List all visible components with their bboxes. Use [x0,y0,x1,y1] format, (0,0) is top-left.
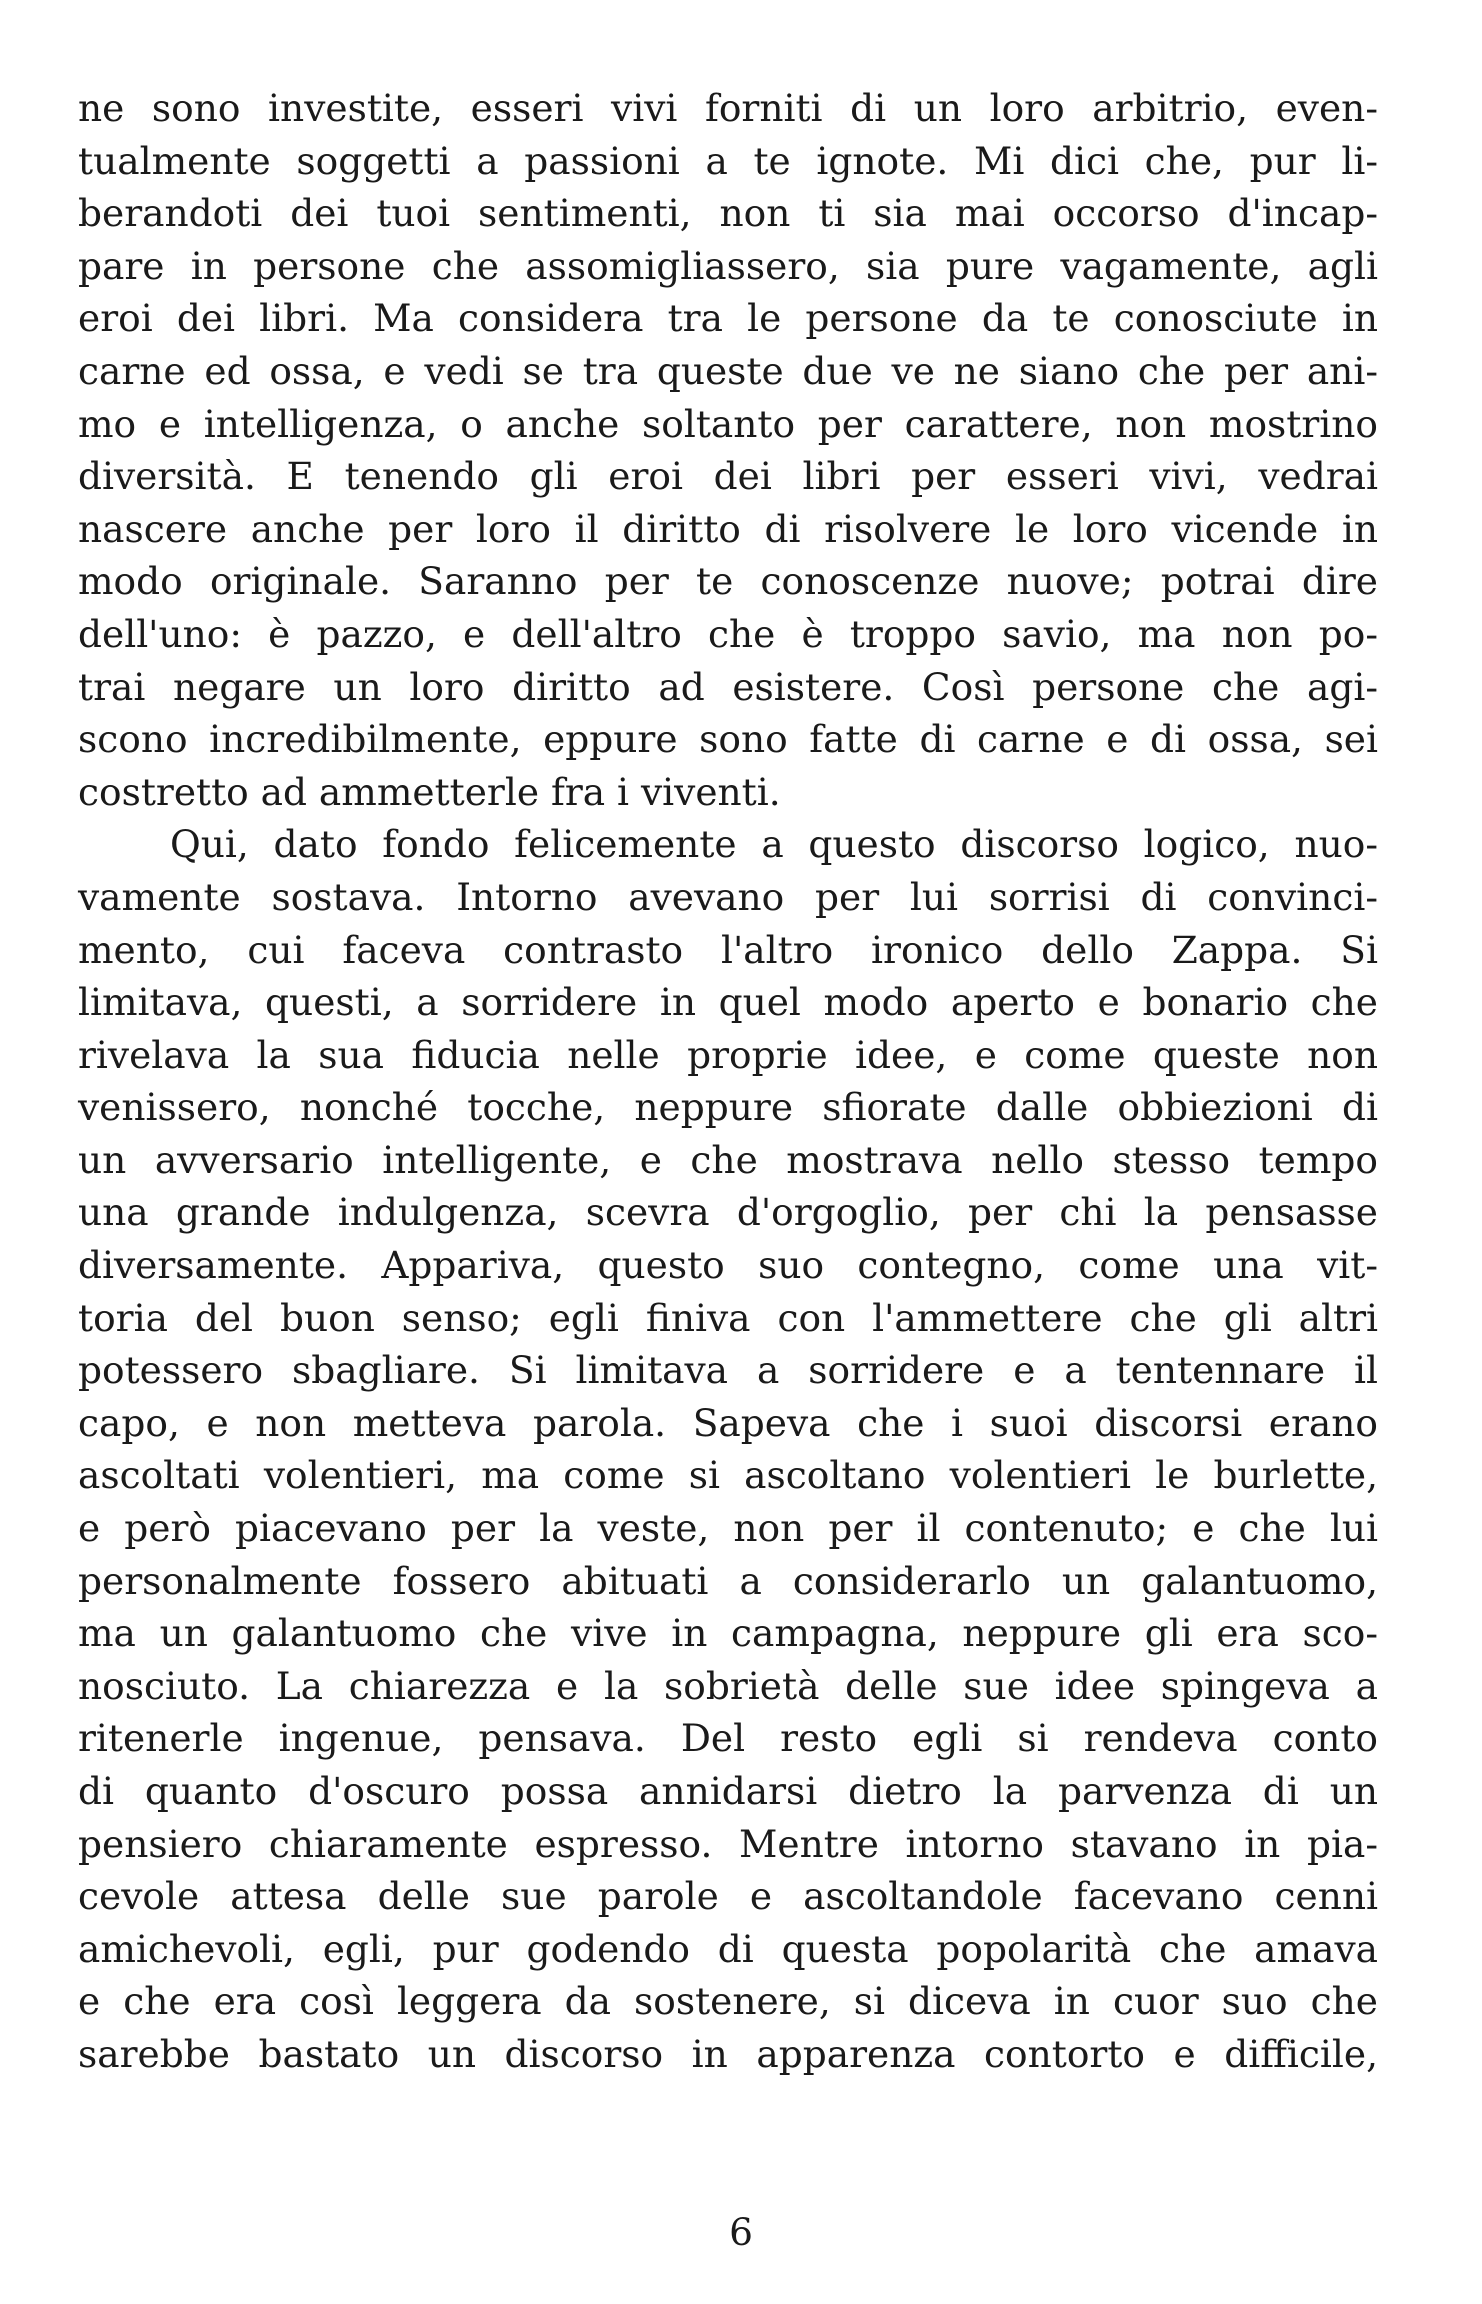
text-line: e che era così leggera da sostenere, si diceva in cuor suo che [78,1979,1378,2024]
text-line: berandoti dei tuoi sentimenti, non ti sia mai occorso d'incap- [78,191,1378,236]
text-line: pensiero chiaramente espresso. Mentre intorno stavano in pia- [78,1821,1378,1866]
text-line: una grande indulgenza, scevra d'orgoglio, per chi la pensasse [78,1190,1378,1235]
text-line: e però piacevano per la veste, non per il contenuto; e che lui [78,1506,1378,1551]
text-line: rivelava la sua fiducia nelle proprie idee, e come queste non [78,1032,1378,1077]
text-line: scono incredibilmente, eppure sono fatte di carne e di ossa, sei [78,717,1378,762]
text-line: sarebbe bastato un discorso in apparenza contorto e difficile, [78,2031,1378,2076]
text-line: mo e intelligenza, o anche soltanto per carattere, non mostrino [78,401,1378,446]
text-line: ne sono investite, esseri vivi forniti di un loro arbitrio, even- [78,86,1378,130]
text-line: mento, cui faceva contrasto l'altro ironico dello Zappa. Si [78,927,1378,972]
text-line: nosciuto. La chiarezza e la sobrietà delle sue idee spingeva a [78,1663,1378,1708]
text-line: ritenerle ingenue, pensava. Del resto egli si rendeva conto [78,1716,1378,1761]
text-line: diversamente. Appariva, questo suo contegno, come una vit- [78,1243,1378,1288]
text-line: potessero sbagliare. Si limitava a sorridere e a tentennare il [78,1348,1378,1393]
text-line: pare in persone che assomigliassero, sia pure vagamente, agli [78,243,1378,288]
text-line: ascoltati volentieri, ma come si ascoltano volentieri le burlette, [78,1453,1378,1498]
text-line: toria del buon senso; egli finiva con l'ammettere che gli altri [78,1295,1378,1340]
text-line: limitava, questi, a sorridere in quel modo aperto e bonario che [78,980,1378,1025]
text-line: un avversario intelligente, e che mostrava nello stesso tempo [78,1137,1378,1182]
text-line: venissero, nonché tocche, neppure sfiorate dalle obbiezioni di [78,1085,1378,1130]
page-number: 6 [729,2210,753,2254]
text-line: ma un galantuomo che vive in campagna, neppure gli era sco- [78,1611,1378,1656]
text-line: Qui, dato fondo felicemente a questo discorso logico, nuo- [170,822,1378,867]
text-line: di quanto d'oscuro possa annidarsi dietro la parvenza di un [78,1769,1378,1813]
text-line: amichevoli, egli, pur godendo di questa popolarità che amava [78,1926,1378,1971]
text-line: trai negare un loro diritto ad esistere. Così persone che agi- [78,664,1378,709]
text-line: capo, e non metteva parola. Sapeva che i suoi discorsi erano [78,1400,1378,1445]
text-line: dell'uno: è pazzo, e dell'altro che è troppo savio, ma non po- [78,611,1378,656]
text-line: costretto ad ammetterle fra i viventi. [78,769,781,814]
text-line: personalmente fossero abituati a considerarlo un galantuomo, [78,1558,1378,1603]
text-line: modo originale. Saranno per te conoscenze nuove; potrai dire [78,559,1378,604]
text-line: tualmente soggetti a passioni a te ignote. Mi dici che, pur li- [78,138,1378,183]
text-line: diversità. E tenendo gli eroi dei libri per esseri vivi, vedrai [78,454,1378,499]
text-line: nascere anche per loro il diritto di risolvere le loro vicende in [78,506,1378,551]
text-line: cevole attesa delle sue parole e ascoltandole facevano cenni [78,1874,1378,1919]
text-line: eroi dei libri. Ma considera tra le persone da te conosciute in [78,296,1378,341]
text-line: carne ed ossa, e vedi se tra queste due ve ne siano che per ani- [78,348,1378,393]
body-text [78,82,1378,2081]
text-line: vamente sostava. Intorno avevano per lui sorrisi di convinci- [78,874,1378,919]
